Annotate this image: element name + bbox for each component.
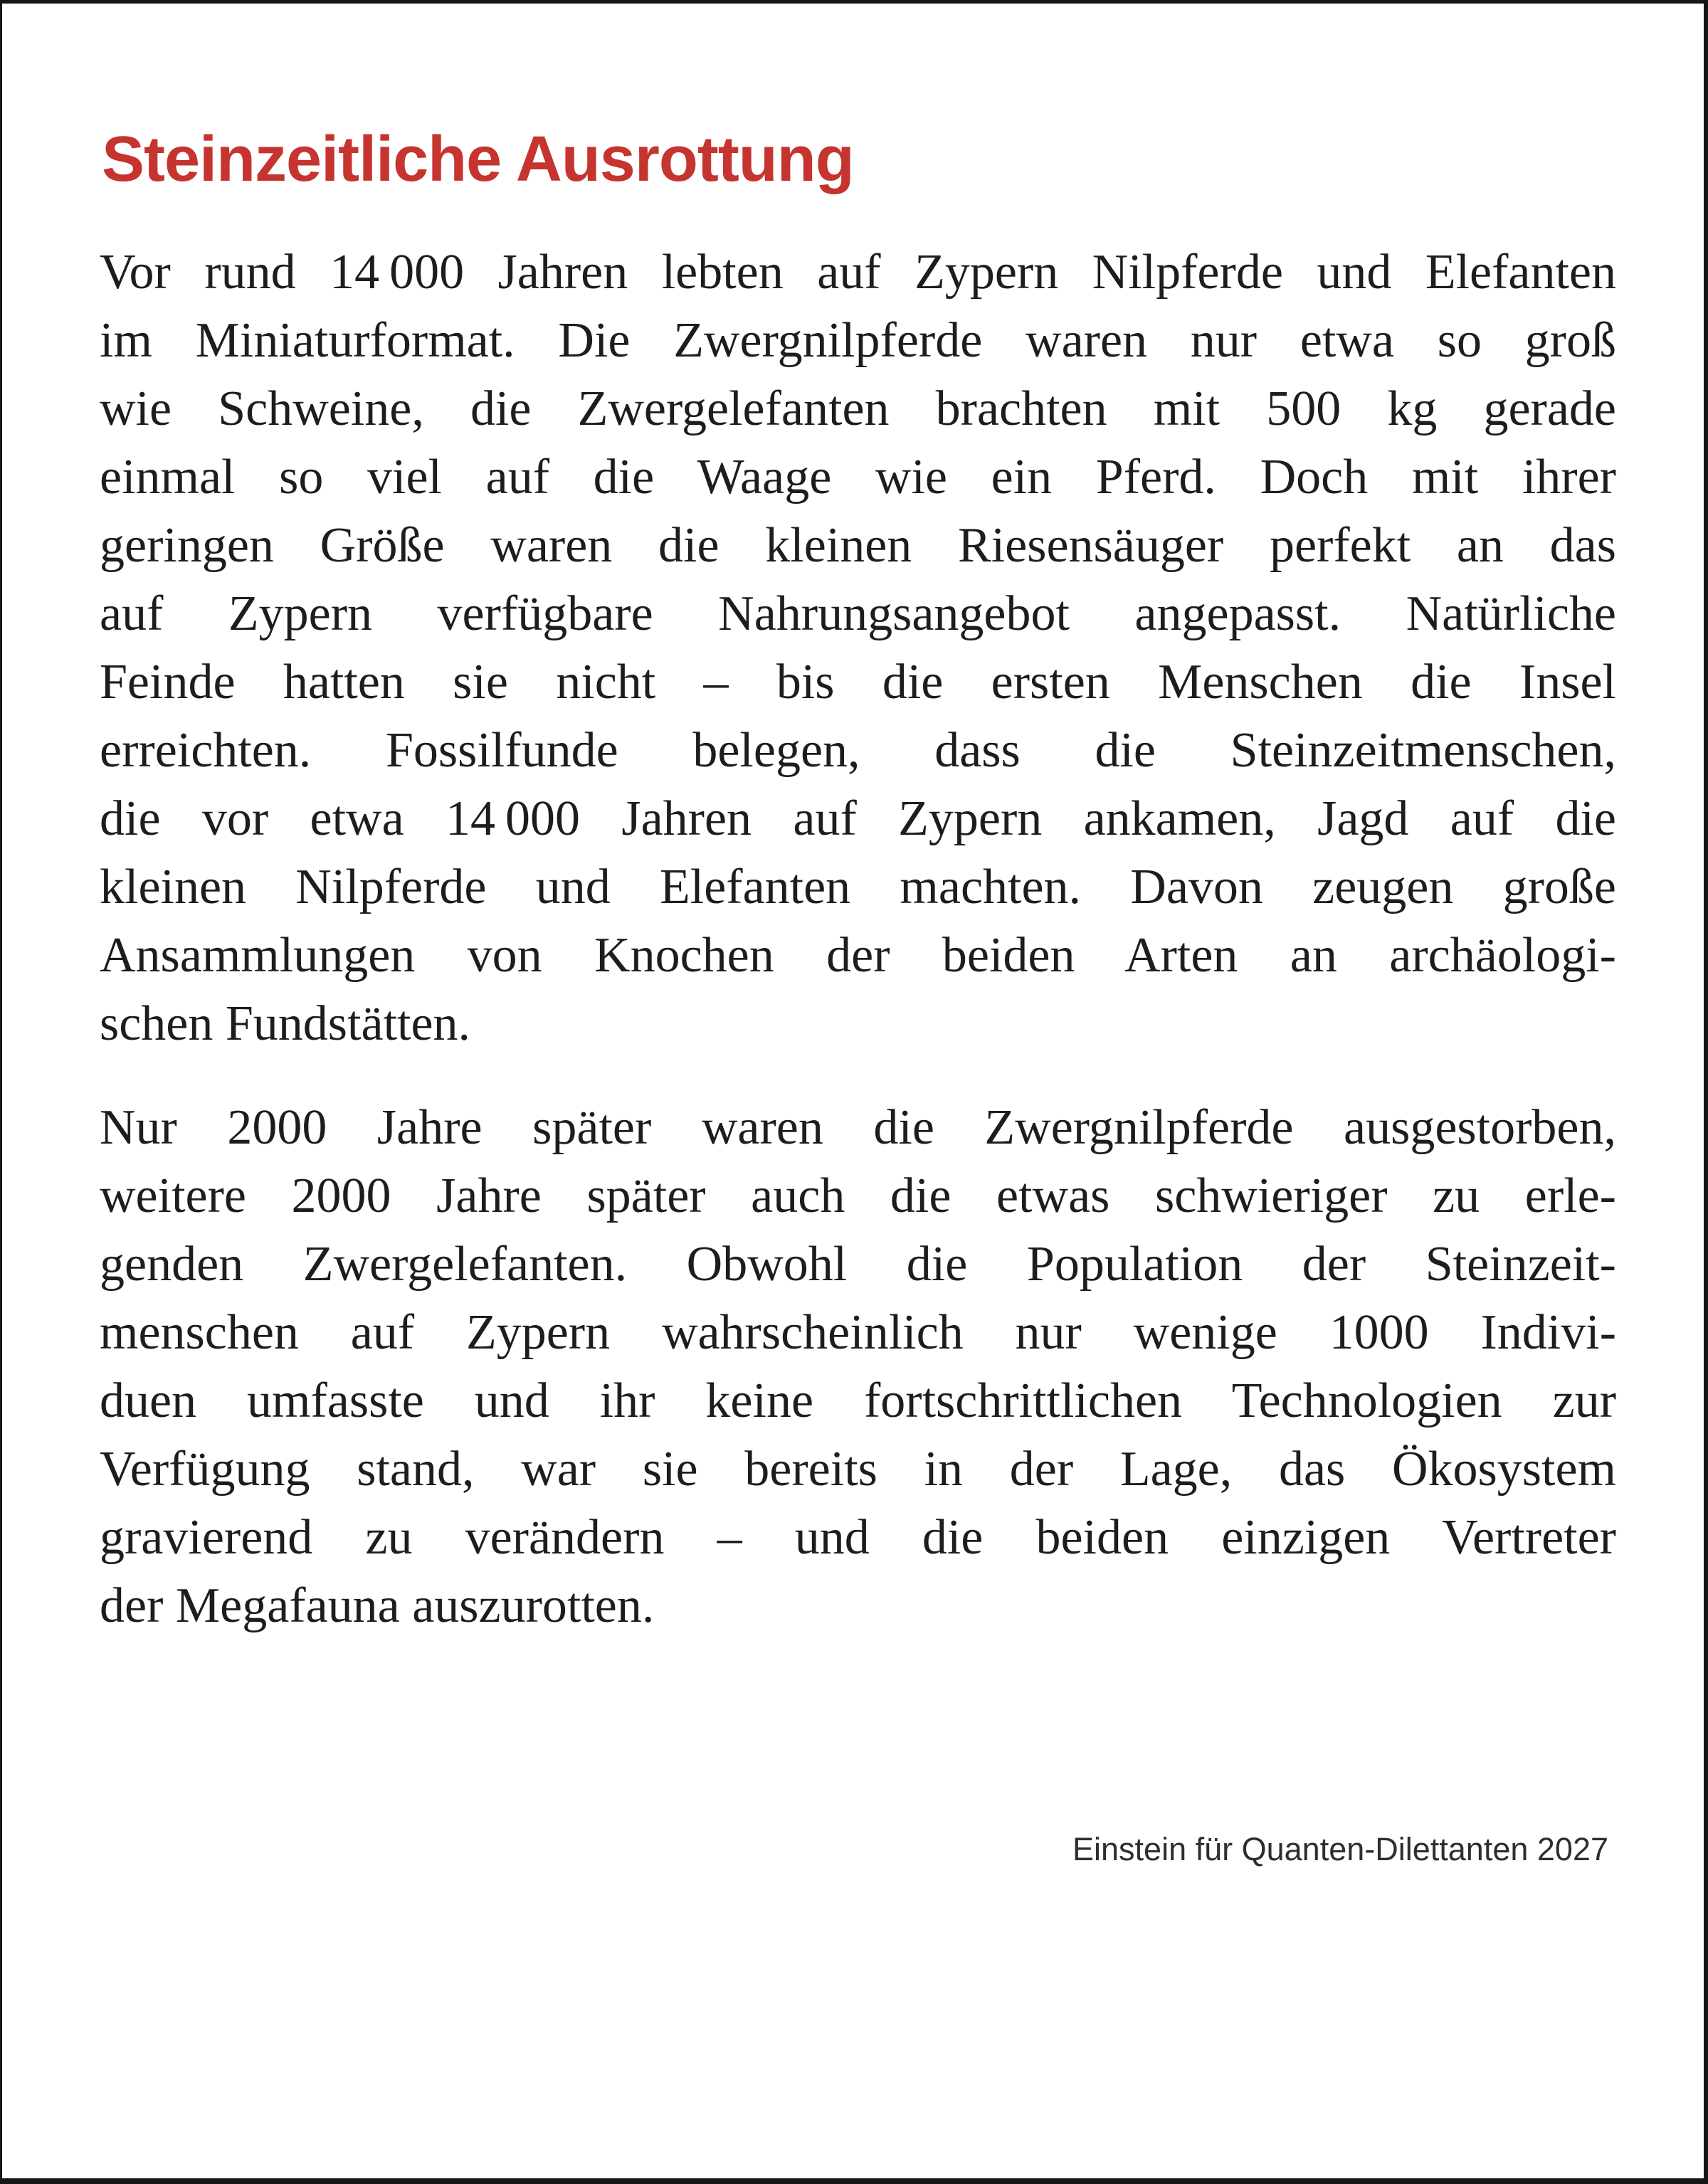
text-line: kleinen Nilpferde und Elefanten machten. Davon zeugen große <box>100 860 1616 914</box>
text-line: Feinde hatten sie nicht – bis die ersten Menschen die Insel <box>100 655 1616 709</box>
article-text <box>100 238 1616 1640</box>
text-line: Vor rund 14 000 Jahren lebten auf Zypern Nilpferde und Elefanten <box>100 245 1616 300</box>
text-line: duen umfasste und ihr keine fortschrittlichen Technologien zur <box>100 1373 1616 1428</box>
text-line: Ansammlungen von Knochen der beiden Arten an archäologi- <box>100 928 1616 983</box>
text-line: Verfügung stand, war sie bereits in der Lage, das Ökosystem <box>100 1442 1616 1497</box>
text-line: genden Zwergelefanten. Obwohl die Population der Steinzeit- <box>100 1237 1616 1292</box>
page-title: Steinzeitliche Ausrottung <box>102 124 854 195</box>
text-line: die vor etwa 14 000 Jahren auf Zypern ankamen, Jagd auf die <box>100 791 1616 846</box>
text-line: weitere 2000 Jahre später auch die etwas schwieriger zu erle- <box>100 1169 1616 1223</box>
text-line: geringen Größe waren die kleinen Riesensäuger perfekt an das <box>100 518 1616 573</box>
paragraph <box>100 1094 1616 1640</box>
text-line: erreichten. Fossilfunde belegen, dass die Steinzeitmenschen, <box>100 723 1616 778</box>
paragraph <box>100 238 1616 1058</box>
footer-caption: Einstein für Quanten-Dilettanten 2027 <box>1072 1831 1608 1867</box>
text-line: einmal so viel auf die Waage wie ein Pferd. Doch mit ihrer <box>100 450 1616 505</box>
text-line: Nur 2000 Jahre später waren die Zwergnilpferde ausgestorben, <box>100 1100 1616 1155</box>
text-line: der Megafauna auszurotten. <box>100 1578 655 1633</box>
text-line: gravierend zu verändern – und die beiden einzigen Vertreter <box>100 1510 1616 1565</box>
text-line: wie Schweine, die Zwergelefanten brachten mit 500 kg gerade <box>100 381 1616 436</box>
text-line: menschen auf Zypern wahrscheinlich nur wenige 1000 Indivi- <box>100 1305 1616 1360</box>
text-line: schen Fundstätten. <box>100 996 471 1051</box>
text-line: im Miniaturformat. Die Zwergnilpferde waren nur etwa so groß <box>100 313 1616 368</box>
text-line: auf Zypern verfügbare Nahrungsangebot angepasst. Natürliche <box>100 586 1616 641</box>
